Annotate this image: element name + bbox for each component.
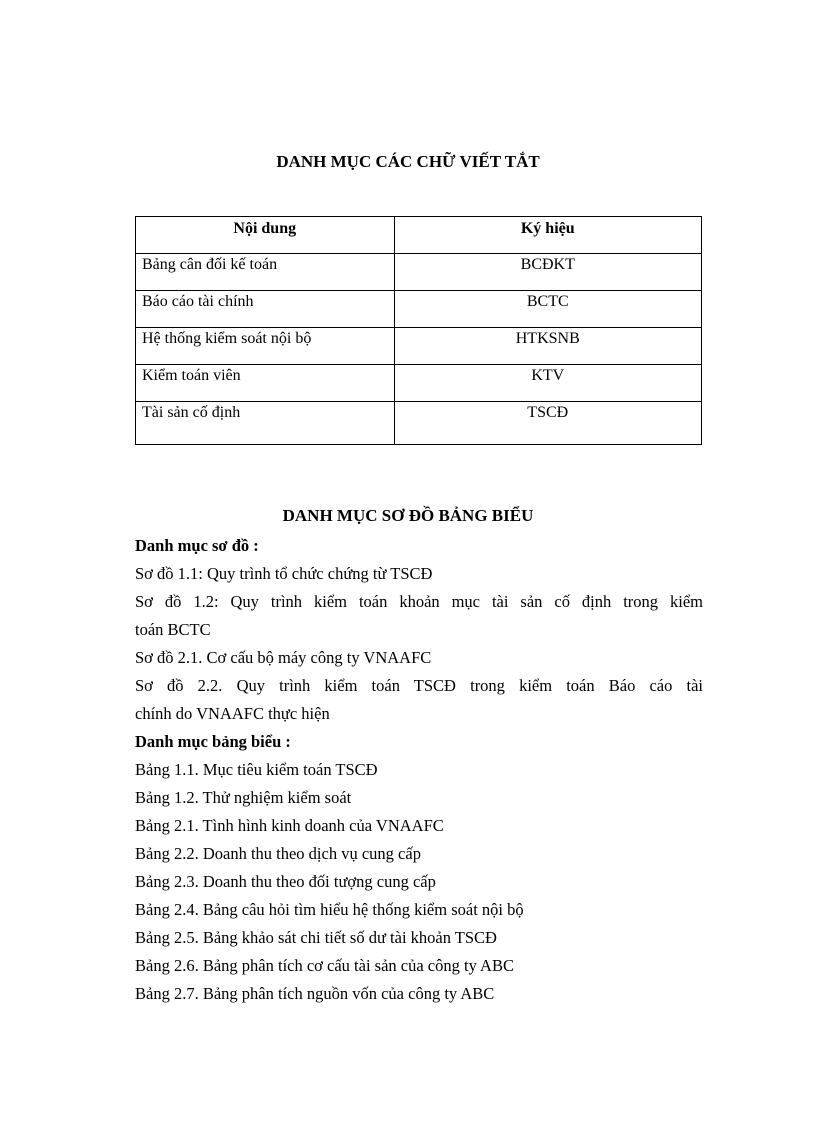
list-item: Bảng 2.1. Tình hình kinh doanh của VNAAFC bbox=[135, 816, 444, 835]
list-item: Bảng 1.2. Thử nghiệm kiểm soát bbox=[135, 788, 352, 807]
list-item: Bảng 1.1. Mục tiêu kiểm toán TSCĐ bbox=[135, 760, 378, 779]
cell-content: Hệ thống kiểm soát nội bộ bbox=[136, 328, 395, 365]
list-item: Bảng 2.6. Bảng phân tích cơ cấu tài sản của công ty ABC bbox=[135, 956, 514, 975]
cell-symbol: BCTC bbox=[394, 291, 701, 328]
list-item-continuation: toán BCTC bbox=[135, 620, 211, 639]
abbreviations-table bbox=[135, 216, 702, 445]
cell-symbol: KTV bbox=[394, 365, 701, 402]
table-row bbox=[136, 365, 702, 402]
cell-symbol: BCĐKT bbox=[394, 254, 701, 291]
abbreviations-title: DANH MỤC CÁC CHỮ VIẾT TẮT bbox=[276, 152, 540, 171]
cell-symbol: TSCĐ bbox=[394, 402, 701, 445]
diagrams-heading: Danh mục sơ đồ : bbox=[135, 536, 259, 555]
table-row bbox=[136, 254, 702, 291]
list-item: Bảng 2.3. Doanh thu theo đối tượng cung cấp bbox=[135, 872, 436, 891]
cell-content: Tài sản cố định bbox=[136, 402, 395, 445]
list-item: Bảng 2.2. Doanh thu theo dịch vụ cung cấp bbox=[135, 844, 421, 863]
figures-list bbox=[135, 532, 703, 1008]
list-item: Sơ đồ 2.1. Cơ cấu bộ máy công ty VNAAFC bbox=[135, 648, 432, 667]
figures-title: DANH MỤC SƠ ĐỒ BẢNG BIỂU bbox=[282, 506, 534, 525]
list-item: Sơ đồ 1.2: Quy trình kiểm toán khoản mục tài sản cố định trong kiểm bbox=[135, 592, 703, 611]
cell-content: Bảng cân đối kế toán bbox=[136, 254, 395, 291]
table-row bbox=[136, 328, 702, 365]
list-item: Sơ đồ 2.2. Quy trình kiểm toán TSCĐ trong kiểm toán Báo cáo tài bbox=[135, 676, 703, 695]
tables-heading: Danh mục bảng biểu : bbox=[135, 732, 291, 751]
cell-content: Kiểm toán viên bbox=[136, 365, 395, 402]
cell-content: Báo cáo tài chính bbox=[136, 291, 395, 328]
table-row bbox=[136, 291, 702, 328]
cell-symbol: HTKSNB bbox=[394, 328, 701, 365]
table-header-row bbox=[136, 217, 702, 254]
table-row bbox=[136, 402, 702, 445]
list-item-continuation: chính do VNAAFC thực hiện bbox=[135, 704, 330, 723]
list-item: Bảng 2.7. Bảng phân tích nguồn vốn của công ty ABC bbox=[135, 984, 495, 1003]
list-item: Sơ đồ 1.1: Quy trình tổ chức chứng từ TSCĐ bbox=[135, 564, 433, 583]
list-item: Bảng 2.5. Bảng khảo sát chi tiết số dư tài khoản TSCĐ bbox=[135, 928, 497, 947]
list-item: Bảng 2.4. Bảng câu hỏi tìm hiểu hệ thống kiểm soát nội bộ bbox=[135, 900, 524, 919]
header-symbol: Ký hiệu bbox=[394, 217, 701, 254]
header-content: Nội dung bbox=[136, 217, 395, 254]
